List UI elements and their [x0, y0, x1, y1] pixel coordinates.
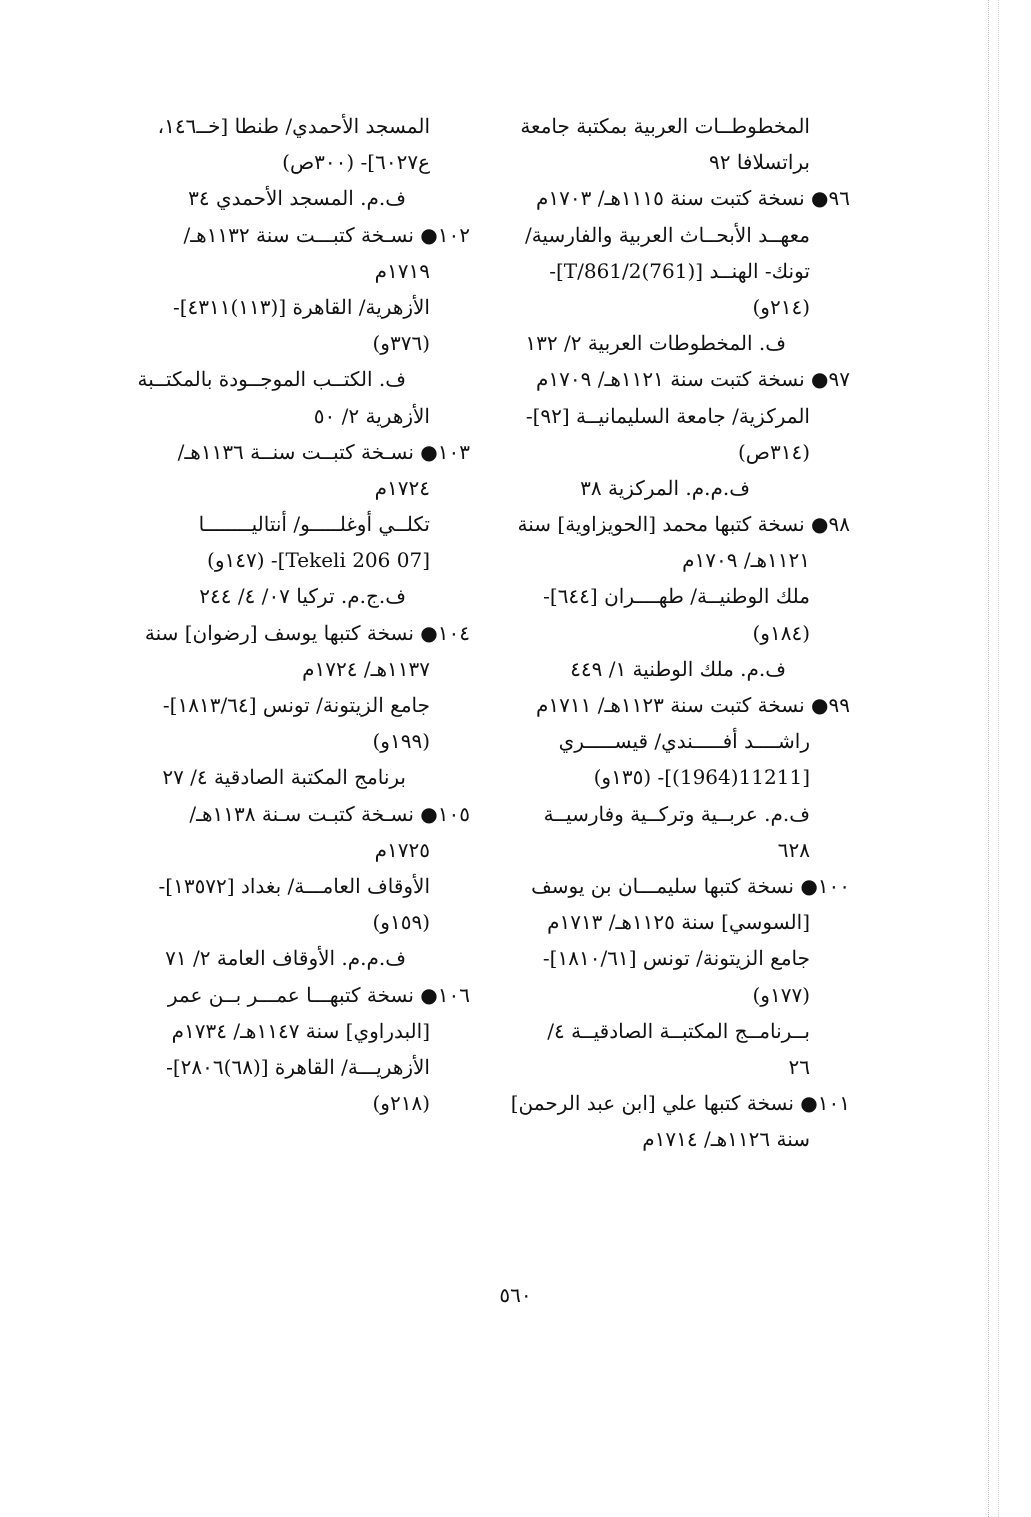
right-column-line: [السوسي] سنة ١١٢٥هـ/ ١٧١٣م [547, 910, 810, 935]
right-column-line: [11211(1964)]- (١٣٥و) [593, 765, 810, 790]
right-column-line: (٣١٤ص) [737, 439, 810, 464]
right-column-line: ملك الوطنيــة/ طهــــران [٦٤٤]- [543, 584, 810, 609]
left-column-line: الأزهرية ٢/ ٥٠ [313, 403, 430, 428]
left-column-line: الأزهرية/ القاهرة [(١١٣)٤٣١١]- [172, 294, 430, 319]
left-column-line: ف. الكتــب الموجــودة بالمكتــبة [137, 367, 406, 392]
right-column-line: (١٨٤و) [752, 620, 810, 645]
left-column-line: [البدراوي] سنة ١١٤٧هـ/ ١٧٣٤م [171, 1018, 430, 1043]
left-column-line: [07 Tekeli 206]- (١٤٧و) [207, 548, 430, 573]
left-column-line: (١٩٩و) [372, 729, 430, 754]
right-column-line: ٦٢٨ [777, 837, 810, 862]
left-column-line: (٢١٨و) [372, 1091, 430, 1116]
right-column-line: معهــد الأبحــاث العربية والفارسية/ [524, 222, 810, 247]
left-column-line: ١٠٥● نسـخة كتبـت سـنة ١١٣٨هـ/ [189, 801, 470, 826]
right-column-line: جامع الزيتونة/ تونس [١٨١٠/٦١]- [542, 946, 810, 971]
left-column-line: ١٠٢● نسـخة كتبـــت سنة ١١٣٢هـ/ [183, 222, 470, 247]
page-number: ٥٦٠ [499, 1283, 532, 1307]
right-column-line: ف.م. ملك الوطنية ١/ ٤٤٩ [570, 656, 786, 681]
left-column-line: ع٦٠٢٧]- (٣٠٠ص) [282, 150, 430, 175]
left-column-line: ١٠٦● نسخة كتبهـــا عمـــر بــن عمر [167, 982, 470, 1007]
right-column-line: ١٠٠● نسخة كتبها سليمـــان بن يوسف [531, 873, 850, 898]
right-column-line: ١١٢١هـ/ ١٧٠٩م [682, 548, 810, 573]
right-column-line: المركزية/ جامعة السليمانيــة [٩٢]- [525, 403, 810, 428]
left-column-line: ١٧٢٥م [374, 837, 430, 862]
left-column-line: تكلــي أوغلـــــو/ أنتاليــــــــا [198, 512, 430, 537]
left-column-line: برنامج المكتبة الصادقية ٤/ ٢٧ [162, 765, 406, 790]
right-column [490, 108, 850, 1157]
left-column-line: ف.ج.م. تركيا ٠٧/ ٤/ ٢٤٤ [199, 584, 406, 609]
left-column-line: ١٧٢٤م [374, 475, 430, 500]
left-column-line: الأوقاف العامـــة/ بغداد [١٣٥٧٢]- [158, 873, 430, 898]
right-column-line: ٢٦ [788, 1054, 810, 1079]
right-column-line: ف.م.م. المركزية ٣٨ [580, 475, 750, 500]
right-column-line: بــرنامــج المكتبــة الصادقيــة ٤/ [547, 1018, 810, 1043]
left-column-line: ف.م. المسجد الأحمدي ٣٤ [188, 186, 406, 211]
right-column-line: ٩٧● نسخة كتبت سنة ١١٢١هـ/ ١٧٠٩م [536, 367, 850, 392]
left-column-line: ١٠٤● نسخة كتبها يوسف [رضوان] سنة [144, 620, 470, 645]
left-column [120, 108, 470, 1121]
left-column-line: ١٠٣● نسـخة كتبــت سنــة ١١٣٦هـ/ [177, 439, 470, 464]
left-column-line: المسجد الأحمدي/ طنطا [خــ١٤٦، [157, 114, 430, 138]
right-column-line: ٩٨● نسخة كتبها محمد [الحويزاوية] سنة [517, 512, 850, 537]
right-column-line: سنة ١١٢٦هـ/ ١٧١٤م [642, 1127, 810, 1152]
left-column-line: ف.م.م. الأوقاف العامة ٢/ ٧١ [165, 946, 406, 971]
right-column-line: المخطوطــات العربية بمكتبة جامعة [520, 114, 810, 138]
right-column-line: ف. المخطوطات العربية ٢/ ١٣٢ [525, 331, 786, 356]
left-column-line: (٣٧٦و) [372, 331, 430, 356]
right-column-line: (١٧٧و) [752, 982, 810, 1007]
left-column-line: (١٥٩و) [372, 910, 430, 935]
left-column-line: ١١٣٧هـ/ ١٧٢٤م [302, 656, 430, 681]
right-column-line: ف.م. عربــية وتركــية وفارسيــة [543, 801, 810, 826]
left-column-line: الأزهريـــة/ القاهرة [(٦٨)٢٨٠٦]- [166, 1054, 430, 1079]
left-column-line: جامع الزيتونة/ تونس [١٨١٣/٦٤]- [162, 693, 430, 717]
right-column-line: تونك- الهنــد [T/861/2(761)]- [549, 258, 810, 283]
right-column-line: (٢١٤و) [752, 294, 810, 319]
right-column-line: ١٠١● نسخة كتبها علي [ابن عبد الرحمن] [510, 1091, 850, 1116]
right-column-line: براتسلافا ٩٢ [709, 150, 810, 175]
right-column-line: ٩٩● نسخة كتبت سنة ١١٢٣هـ/ ١٧١١م [536, 693, 850, 717]
right-column-line: راشــــد أفـــــندي/ قيســـــري [558, 729, 810, 754]
right-column-line: ٩٦● نسخة كتبت سنة ١١١٥هـ/ ١٧٠٣م [536, 186, 850, 211]
left-column-line: ١٧١٩م [374, 258, 430, 283]
